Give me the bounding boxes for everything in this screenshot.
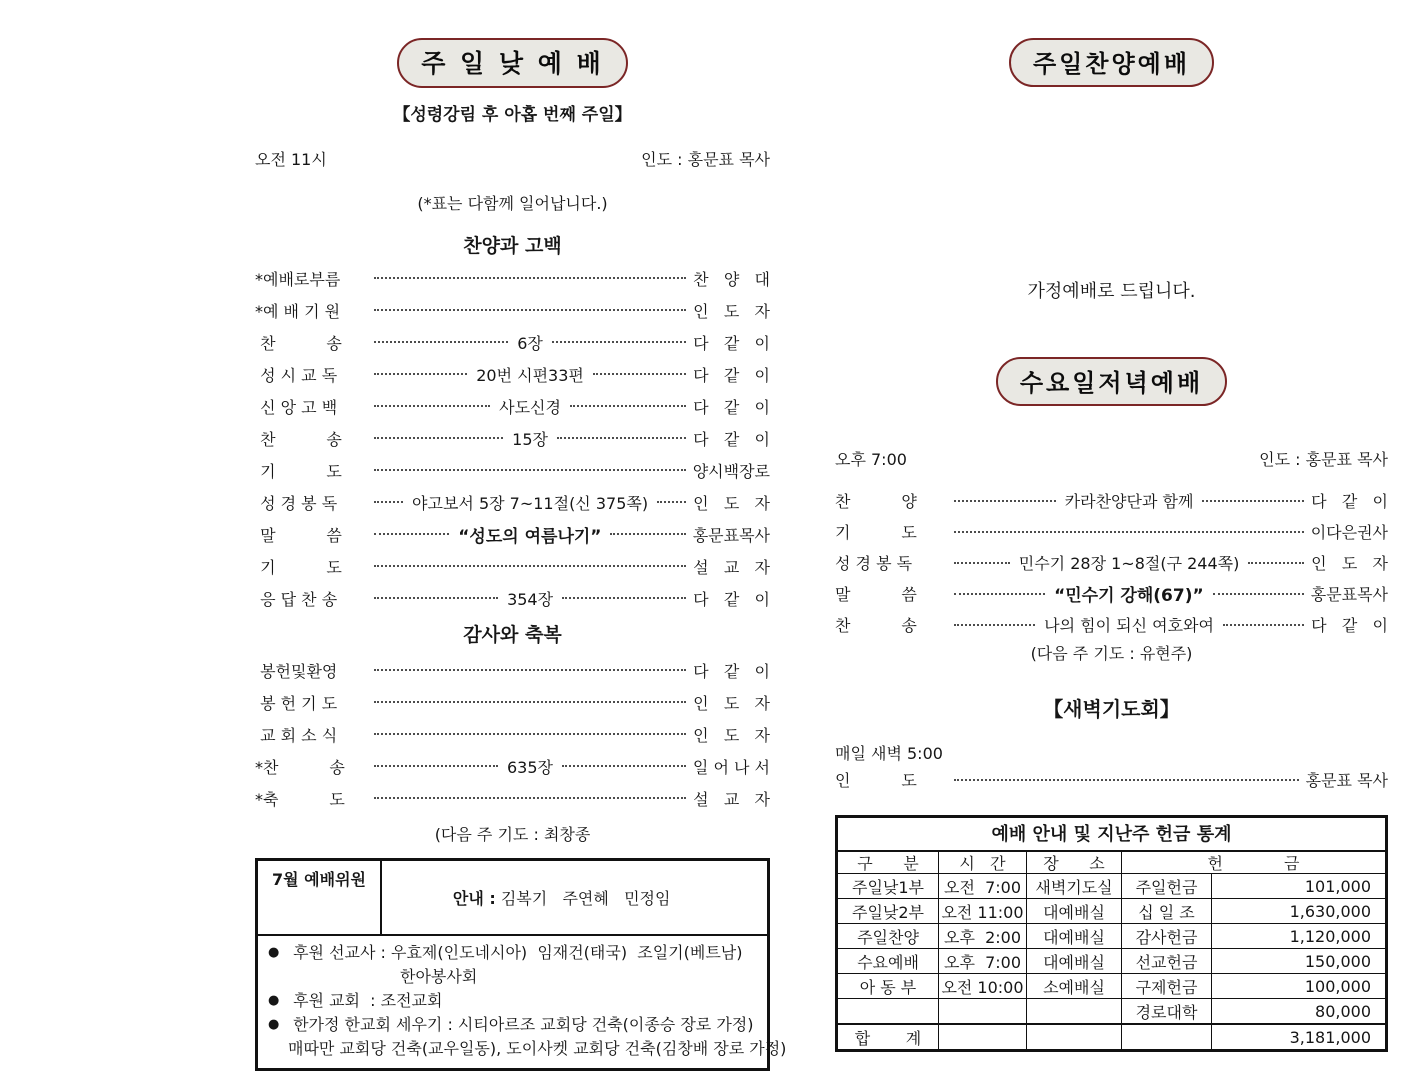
order-item-detail: 354장 [507,589,554,609]
committee-note-text: 후원 선교사 : 우효제(인도네시아) 임재건(태국) 조일기(베트남) [288,943,743,962]
order-item-label: 말 씀 [835,585,917,604]
offering-table-header [838,852,1385,874]
order-item-performer: 다 같 이 [693,429,770,449]
dotted-leader [570,390,686,422]
worship-order-row [835,485,1388,516]
section-thanks-blessing-title: 감사와 축복 [463,624,562,646]
committee-note-line [268,941,759,965]
order-item-performer: 인 도 자 [693,725,770,745]
dotted-leader [562,750,686,782]
wednesday-rows [835,485,1388,640]
cell-offering-name: 구제헌금 [1122,974,1212,998]
cell-division [838,999,939,1023]
section-praise-confession-title: 찬양과 고백 [463,235,562,257]
order-item-performer: 다 같 이 [693,365,770,385]
committee-note-line [268,965,759,989]
dotted-leader [374,486,403,518]
bullet-icon: ● [268,945,280,960]
order-item-label: 성 경 봉 독 [255,493,338,513]
order-item-detail: 사도신경 [499,397,561,417]
worship-order-row [835,516,1388,547]
offering-table [835,815,1388,1052]
cell-place: 대예배실 [1027,949,1122,973]
worship-order-row [835,764,1388,795]
wednesday-meta-line [835,447,1388,470]
order-item-detail: 20번 시편33편 [476,365,584,385]
bullet-icon: ● [268,993,280,1008]
committee-note-text: 한아봉사회 [400,967,478,986]
order-item-detail: 민수기 28장 1~8절(구 244쪽) [1018,554,1240,573]
order-item-performer: 양시백장로 [692,461,770,481]
worship-order-row [255,422,770,454]
worship-committee-box [255,858,787,1071]
order-item-performer: 설 교 자 [693,557,770,577]
cell-offering-amount: 80,000 [1315,1001,1371,1021]
worship-order-row [255,294,770,326]
cell-division: 주일찬양 [838,924,939,948]
order-item-label: 기 도 [835,523,917,542]
offering-table-row [838,974,1385,999]
order-item-label: 찬 송 [255,333,342,353]
order-item-label: 교 회 소 식 [255,725,338,745]
dotted-leader [1202,485,1304,516]
order-item-detail: “성도의 여름나기” [458,526,602,547]
order-item-performer: 인 도 자 [693,493,771,513]
cell-offering-name: 선교헌금 [1122,949,1212,973]
worship-order-row [255,358,770,390]
order-item-performer: 다 같 이 [693,589,771,609]
dotted-leader [374,326,508,358]
order-item-performer: 홍문표 목사 [1305,771,1388,790]
order-item-performer: 인 도 자 [693,693,770,713]
cell-offering-amount: 1,630,000 [1289,901,1371,921]
dotted-leader [954,516,1304,547]
order-item-performer: 설 교 자 [693,789,770,809]
worship-order-row [255,654,770,686]
committee-guide-cell [382,861,678,934]
dotted-leader [374,686,686,718]
worship-order-row [255,686,770,718]
committee-note-line [268,989,759,1013]
dotted-leader [374,358,467,390]
order-item-label: 봉 헌 기 도 [255,693,338,713]
committee-note-text: 매따만 교회당 건축(교우일동), 도이사켓 교회당 건축(김창배 장로 가정) [288,1039,787,1058]
order-item-performer: 다 같 이 [693,397,770,417]
dotted-leader [374,294,686,326]
stand-note: (*표는 다함께 일어납니다.) [417,194,608,213]
offering-table-row [838,949,1385,974]
sunday-time: 오전 11시 [255,150,327,169]
dotted-leader [954,609,1035,640]
cell-place: 대예배실 [1027,924,1122,948]
worship-order-row [255,262,770,294]
dotted-leader [374,550,686,582]
order-item-performer: 다 같 이 [693,661,770,681]
offering-table-row [838,899,1385,924]
committee-note-line [268,1013,759,1037]
order-item-performer: 다 같 이 [693,333,770,353]
committee-month-label: 7월 예배위원 [258,861,382,934]
cell-offering-name: 십 일 조 [1122,899,1212,923]
dotted-leader [657,486,686,518]
worship-order-row [835,609,1388,640]
order-item-label: 말 씀 [255,525,342,545]
offering-table-title: 예배 안내 및 지난주 헌금 통계 [838,818,1385,852]
order-item-detail: 15장 [512,429,548,449]
offering-table-body [838,874,1385,1023]
dotted-leader [374,718,686,750]
worship-order-row [255,718,770,750]
header-division: 구 분 [838,852,939,873]
order-item-label: *예 배 기 원 [255,301,341,321]
dawn-prayer-row [835,764,1388,795]
cell-division: 아 동 부 [838,974,939,998]
next-week-prayer-right: (다음 주 기도 : 유현주) [1030,644,1193,663]
header-place: 장 소 [1027,852,1122,873]
order-item-label: 성 시 교 독 [255,365,338,385]
sunday-worship-title: 주 일 낮 예 배 [397,38,628,88]
worship-order-row [255,486,770,518]
cell-offering-name: 감사헌금 [1122,924,1212,948]
dotted-leader [1248,547,1304,578]
order-item-label: 인 도 [835,771,917,790]
order-item-label: *예배로부름 [255,269,341,289]
worship-order-row [255,550,770,582]
offering-table-row [838,924,1385,949]
order-item-label: 찬 양 [835,492,917,511]
cell-offering-name: 주일헌금 [1122,874,1212,898]
order-item-performer: 다 같 이 [1311,616,1388,635]
dotted-leader [954,485,1056,516]
thanks-blessing-rows [255,654,770,814]
total-empty-name [1122,1025,1212,1049]
praise-confession-rows [255,262,770,614]
cell-offering-name: 경로대학 [1122,999,1212,1023]
next-week-prayer-left: (다음 주 기도 : 최창종 [434,825,591,844]
dotted-leader [954,547,1010,578]
family-worship-note: 가정예배로 드립니다. [1027,281,1196,302]
order-item-detail: “민수기 강해(67)” [1054,586,1204,606]
dotted-leader [593,358,686,390]
dotted-leader [374,782,686,814]
dotted-leader [374,422,503,454]
wednesday-worship-title: 수요일저녁예배 [996,357,1227,406]
cell-place: 새벽기도실 [1027,874,1122,898]
committee-guide-names: 김복기 주연혜 민정임 [495,889,671,908]
dawn-prayer-title: 【새벽기도회】 [1043,697,1180,721]
order-item-label: 성 경 봉 독 [835,554,913,573]
order-item-label: *찬 송 [255,757,345,777]
header-time: 시 간 [939,852,1027,873]
order-item-performer: 일 어 나 서 [692,757,770,777]
dawn-prayer-time: 매일 새벽 5:00 [835,744,943,763]
order-item-label: 찬 송 [835,616,917,635]
cell-time: 오후 7:00 [939,949,1027,973]
cell-time: 오전 11:00 [939,899,1027,923]
dotted-leader [374,454,686,486]
worship-order-row [255,782,770,814]
order-item-detail: 카라찬양단과 함께 [1064,492,1194,511]
sunday-leader: 인도 : 홍문표 목사 [641,150,770,169]
cell-time: 오전 10:00 [939,974,1027,998]
worship-order-row [835,547,1388,578]
sunday-worship-column [255,38,787,1071]
offering-table-row [838,874,1385,899]
order-item-performer: 이다은권사 [1310,523,1388,542]
dotted-leader [954,764,1299,795]
cell-offering-amount: 100,000 [1304,976,1371,996]
wednesday-leader: 인도 : 홍문표 목사 [1259,450,1388,469]
sunday-meta-line [255,147,770,170]
dotted-leader [374,518,449,550]
dotted-leader [374,582,498,614]
cell-division: 주일낮1부 [838,874,939,898]
dotted-leader [1223,609,1304,640]
offering-table-row [838,999,1385,1023]
dotted-leader [374,750,498,782]
total-label: 합 계 [838,1025,939,1049]
order-item-performer: 인 도 자 [1311,554,1388,573]
order-item-label: 응 답 찬 송 [255,589,338,609]
bullet-icon: ● [268,1017,280,1032]
order-item-detail: 나의 힘이 되신 여호와여 [1044,616,1214,635]
worship-order-row [255,582,770,614]
cell-place [1027,999,1122,1023]
dotted-leader [552,326,686,358]
offering-total-row [838,1023,1385,1049]
dotted-leader [557,422,686,454]
cell-division: 주일낮2부 [838,899,939,923]
header-offering: 헌 금 [1207,854,1300,873]
liturgical-sunday-subtitle: 【성령강림 후 아홉 번째 주일】 [393,105,632,125]
committee-notes [258,936,787,1068]
dotted-leader [374,262,686,294]
committee-note-line [268,1037,787,1061]
cell-time [939,999,1027,1023]
dotted-leader [610,518,685,550]
order-item-label: 기 도 [255,557,342,577]
wednesday-time: 오후 7:00 [835,450,907,469]
dotted-leader [562,582,686,614]
order-item-detail: 야고보서 5장 7~11절(신 375쪽) [412,493,649,513]
order-item-label: *축 도 [255,789,345,809]
committee-note-text: 후원 교회 : 조전교회 [288,991,443,1010]
worship-order-row [255,390,770,422]
order-item-performer: 홍문표목사 [1310,585,1389,604]
committee-guide-label: 안내 : [452,889,496,908]
worship-order-row [255,454,770,486]
cell-division: 수요예배 [838,949,939,973]
dotted-leader [374,654,686,686]
order-item-label: 기 도 [255,461,342,481]
order-item-detail: 6장 [517,333,543,353]
total-empty-time [939,1025,1027,1049]
cell-place: 소예배실 [1027,974,1122,998]
cell-offering-amount: 150,000 [1304,951,1371,971]
worship-order-row [255,326,770,358]
dotted-leader [954,578,1045,609]
cell-place: 대예배실 [1027,899,1122,923]
dotted-leader [1213,578,1304,609]
order-item-label: 신 앙 고 백 [255,397,338,417]
worship-order-row [255,750,770,782]
dotted-leader [374,390,490,422]
order-item-label: 찬 송 [255,429,342,449]
committee-header-row [258,861,767,936]
order-item-label: 봉헌및환영 [255,661,338,681]
committee-note-text: 한가정 한교회 세우기 : 시티아르조 교회당 건축(이종승 장로 가정) [288,1015,754,1034]
cell-offering-amount: 101,000 [1304,876,1371,896]
order-item-performer: 홍문표목사 [692,525,770,545]
order-item-performer: 찬 양 대 [693,269,770,289]
praise-worship-title: 주일찬양예배 [1009,38,1214,87]
right-column [835,38,1388,1052]
cell-time: 오후 2:00 [939,924,1027,948]
worship-order-row [255,518,770,550]
cell-time: 오전 7:00 [939,874,1027,898]
cell-offering-amount: 1,120,000 [1289,926,1371,946]
order-item-performer: 인 도 자 [693,301,770,321]
total-empty-place [1027,1025,1122,1049]
worship-order-row [835,578,1388,609]
order-item-detail: 635장 [506,757,553,777]
order-item-performer: 다 같 이 [1311,492,1388,511]
total-amount: 3,181,000 [1289,1027,1371,1047]
